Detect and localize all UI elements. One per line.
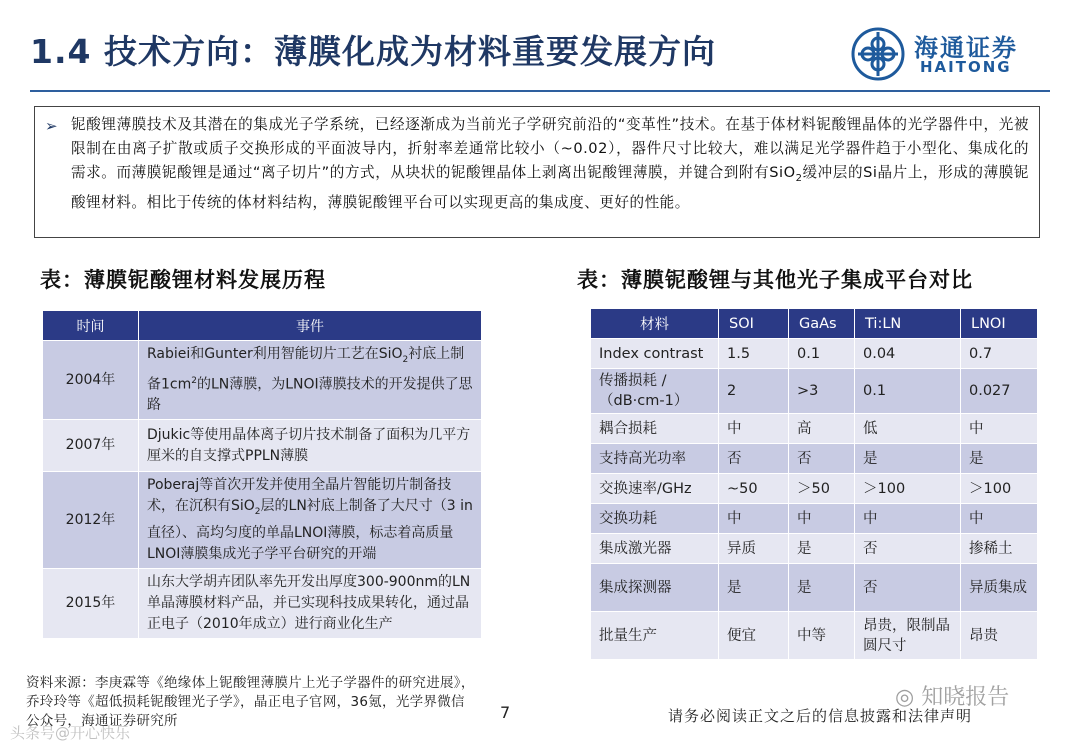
event-cell: Djukic等使用晶体离子切片技术制备了面积为几平方厘米的自支撑式PPLN薄膜 <box>139 420 482 472</box>
metric-label-cell: 传播损耗 /（dB·cm-1） <box>591 369 719 414</box>
table-row <box>43 420 482 472</box>
col-header-tiln: Ti:LN <box>855 309 961 339</box>
watermark-left: 头条号@开心快乐 <box>10 724 131 742</box>
table-row <box>43 472 482 569</box>
event-text: 层的LN衬底上制备了大尺寸（3 in直径）、高均匀度的单晶LNOI薄膜，标志着高质量LNOI薄膜集成光子学平台研究的开端 <box>147 498 473 563</box>
metric-value-cell: 低 <box>855 414 961 444</box>
metric-value-cell: 是 <box>789 534 855 564</box>
watermark-right-text: 知晓报告 <box>921 685 1010 710</box>
metric-value-cell: 中 <box>961 504 1038 534</box>
metric-value-cell: 否 <box>719 444 789 474</box>
left-table-heading: 表：薄膜铌酸锂材料发展历程 <box>40 268 326 292</box>
event-subscript: 2 <box>402 354 409 365</box>
page-title: 1.4 技术方向：薄膜化成为材料重要发展方向 <box>30 32 716 71</box>
metric-value-cell: 便宜 <box>719 612 789 660</box>
metric-value-cell: 是 <box>789 564 855 612</box>
metric-value-cell: 异质 <box>719 534 789 564</box>
metric-value-cell: 0.04 <box>855 339 961 369</box>
metric-value-cell: ＞100 <box>855 474 961 504</box>
haitong-logo <box>850 22 1050 82</box>
metric-value-cell: 是 <box>855 444 961 474</box>
year-cell: 2004年 <box>43 341 139 420</box>
event-subscript: 2 <box>254 507 261 518</box>
metric-value-cell: 是 <box>961 444 1038 474</box>
col-header-year: 时间 <box>43 311 139 341</box>
logo-chinese-name: 海通证券 <box>914 33 1018 62</box>
metric-value-cell: 掺稀土 <box>961 534 1038 564</box>
intro-text-part2: 缓冲层的Si晶片上，形成的薄膜铌酸锂材料。相比于传统的体材料结构，薄膜铌酸锂平台可以实现更高的集成度、更好的性能。 <box>71 164 1029 211</box>
metric-value-cell: 异质集成 <box>961 564 1038 612</box>
event-cell <box>139 472 482 569</box>
event-text: Poberaj等首次开发并使用全晶片智能切片制备技术，在沉积有SiO <box>147 477 452 515</box>
metric-value-cell: 中 <box>961 414 1038 444</box>
metric-value-cell: 中 <box>789 504 855 534</box>
title-divider <box>30 90 1050 92</box>
metric-value-cell: ~50 <box>719 474 789 504</box>
metric-label-cell: 耦合损耗 <box>591 414 719 444</box>
metric-value-cell: 0.7 <box>961 339 1038 369</box>
table-row <box>591 414 1038 444</box>
wechat-icon: ◎ <box>895 685 915 710</box>
source-note: 资料来源：李庚霖等《绝缘体上铌酸锂薄膜片上光子学器件的研究进展》，乔玲玲等《超低损耗铌酸锂光子学》，晶正电子官网，36氪，光学界微信公众号，海通证券研究所 <box>26 675 475 729</box>
event-text: 衬底上制备1cm <box>147 346 465 393</box>
development-history-table <box>42 310 482 639</box>
table-row <box>591 564 1038 612</box>
table-row <box>43 341 482 420</box>
event-cell <box>139 341 482 420</box>
metric-value-cell: 0.027 <box>961 369 1038 414</box>
platform-comparison-table <box>590 308 1038 660</box>
table-row <box>43 569 482 639</box>
intro-text-part1: 铌酸锂薄膜技术及其潜在的集成光子学系统，已经逐渐成为当前光子学研究前沿的“变革性”技术。在基于体材料铌酸锂晶体的光学器件中，光被限制在由离子扩散或质子交换形成的平面波导内，折射率差通常比较小（~0.02），器件尺寸比较大，难以满足光学器件趋于小型化、集成化的需求。而薄膜铌酸锂是通过“离子切片”的方式，从块状的铌酸锂晶体上剥离出铌酸锂薄膜，并键合到附有SiO <box>71 116 1029 181</box>
watermark-right <box>895 680 1009 711</box>
metric-value-cell: 昂贵 <box>961 612 1038 660</box>
metric-value-cell: 中 <box>719 414 789 444</box>
year-cell: 2007年 <box>43 420 139 472</box>
intro-paragraph <box>71 113 1029 215</box>
metric-value-cell: 0.1 <box>789 339 855 369</box>
metric-value-cell: 0.1 <box>855 369 961 414</box>
metric-value-cell: 2 <box>719 369 789 414</box>
col-header-gaas: GaAs <box>789 309 855 339</box>
table-row <box>591 474 1038 504</box>
metric-label-cell: 支持高光功率 <box>591 444 719 474</box>
right-table-heading: 表：薄膜铌酸锂与其他光子集成平台对比 <box>577 268 973 292</box>
haitong-emblem-icon <box>850 26 906 82</box>
metric-value-cell: >3 <box>789 369 855 414</box>
metric-value-cell: 是 <box>719 564 789 612</box>
col-header-event: 事件 <box>139 311 482 341</box>
table-row <box>591 369 1038 414</box>
year-cell: 2015年 <box>43 569 139 639</box>
metric-value-cell: ＞100 <box>961 474 1038 504</box>
metric-value-cell: 1.5 <box>719 339 789 369</box>
metric-label-cell: 批量生产 <box>591 612 719 660</box>
table-row <box>591 444 1038 474</box>
metric-value-cell: 否 <box>855 534 961 564</box>
metric-value-cell: ＞50 <box>789 474 855 504</box>
metric-value-cell: 中 <box>855 504 961 534</box>
event-cell: 山东大学胡卉团队率先开发出厚度300-900nm的LN单晶薄膜材料产品，并已实现科技成果转化，通过晶正电子（2010年成立）进行商业化生产 <box>139 569 482 639</box>
col-header-soi: SOI <box>719 309 789 339</box>
metric-value-cell: 否 <box>789 444 855 474</box>
table-header-row <box>43 311 482 341</box>
table-header-row <box>591 309 1038 339</box>
metric-label-cell: 交换速率/GHz <box>591 474 719 504</box>
year-cell: 2012年 <box>43 472 139 569</box>
intro-subscript: 2 <box>795 172 803 184</box>
metric-label-cell: 集成激光器 <box>591 534 719 564</box>
metric-value-cell: 昂贵，限制晶圆尺寸 <box>855 612 961 660</box>
logo-english-name: HAITONG <box>920 58 1012 76</box>
table-row <box>591 612 1038 660</box>
metric-label-cell: Index contrast <box>591 339 719 369</box>
legal-disclaimer: 请务必阅读正文之后的信息披露和法律声明 <box>668 707 973 725</box>
metric-label-cell: 集成探测器 <box>591 564 719 612</box>
metric-value-cell: 中等 <box>789 612 855 660</box>
intro-box <box>34 106 1040 238</box>
event-text: 的LN薄膜，为LNOI薄膜技术的开发提供了思路 <box>147 376 473 414</box>
col-header-lnoi: LNOI <box>961 309 1038 339</box>
metric-label-cell: 交换功耗 <box>591 504 719 534</box>
event-text: Rabiei和Gunter利用智能切片工艺在SiO <box>147 346 403 362</box>
page-number: 7 <box>500 703 511 722</box>
table-row <box>591 339 1038 369</box>
metric-value-cell: 否 <box>855 564 961 612</box>
event-superscript: 2 <box>191 375 197 386</box>
col-header-material: 材料 <box>591 309 719 339</box>
table-row <box>591 534 1038 564</box>
metric-value-cell: 中 <box>719 504 789 534</box>
bullet-arrow-icon: ➢ <box>45 117 58 135</box>
table-row <box>591 504 1038 534</box>
metric-value-cell: 高 <box>789 414 855 444</box>
